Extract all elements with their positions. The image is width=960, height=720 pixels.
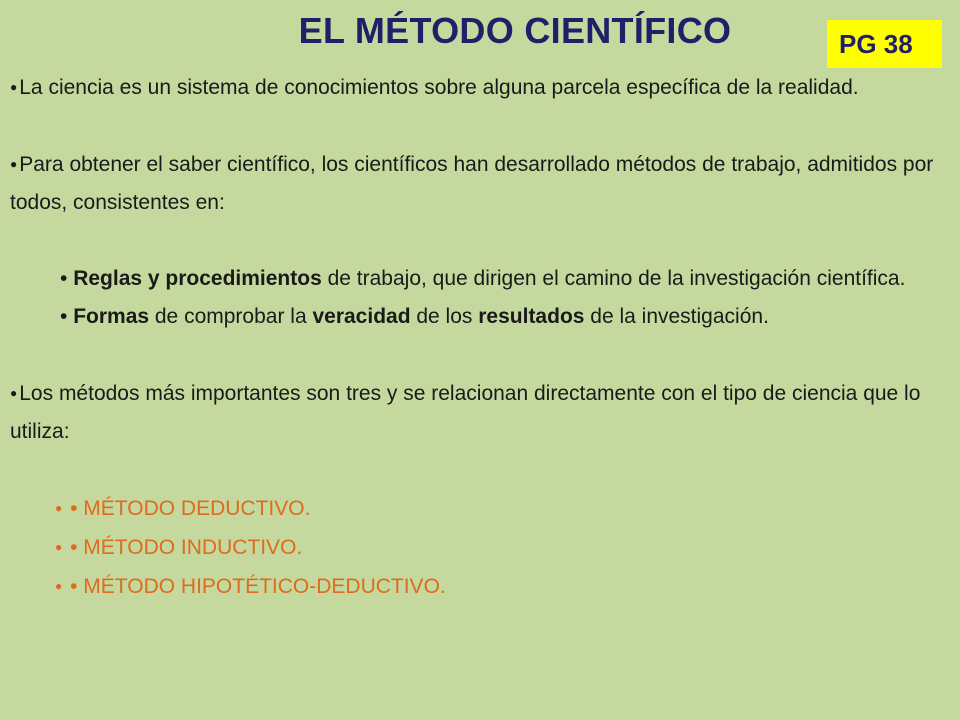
sub-item-rules: • Reglas y procedimientos de trabajo, que dirigen el camino de la investigación científica. bbox=[60, 267, 906, 290]
bold-text: Formas bbox=[73, 305, 150, 328]
paragraph-text: La ciencia es un sistema de conocimientos sobre alguna parcela específica de la realidad. bbox=[19, 76, 859, 99]
paragraph-text: Los métodos más importantes son tres y se relacionan directamente con el tipo de ciencia que lo utiliza: bbox=[10, 382, 921, 443]
method-item-inductive: ● • MÉTODO INDUCTIVO. bbox=[55, 536, 303, 559]
sub-item-text: de los bbox=[410, 305, 479, 328]
bullet-icon: ● bbox=[10, 157, 18, 171]
bullet-icon: ● bbox=[55, 540, 63, 554]
bullet-icon: ● bbox=[55, 579, 63, 593]
bullet-icon: ● bbox=[10, 80, 18, 94]
sub-item-text: de comprobar la bbox=[149, 305, 313, 328]
method-text: MÉTODO DEDUCTIVO. bbox=[83, 497, 311, 520]
bold-text: Reglas y procedimientos bbox=[73, 267, 322, 290]
method-item-hypothetico-deductive: ● • MÉTODO HIPOTÉTICO-DEDUCTIVO. bbox=[55, 575, 446, 598]
bold-text: veracidad bbox=[312, 305, 411, 328]
bullet-icon: ● bbox=[10, 386, 18, 400]
slide-content bbox=[10, 68, 945, 606]
paragraph-main-methods bbox=[10, 374, 945, 451]
method-item-deductive: ● • MÉTODO DEDUCTIVO. bbox=[55, 497, 311, 520]
page-badge: PG 38 bbox=[827, 20, 942, 68]
sub-item-text: de la investigación. bbox=[584, 305, 769, 328]
method-text: MÉTODO INDUCTIVO. bbox=[83, 536, 303, 559]
paragraph-science-definition bbox=[10, 68, 945, 107]
paragraph-text: Para obtener el saber científico, los científicos han desarrollado métodos de trabajo, admitidos por todos, consistentes en: bbox=[10, 153, 934, 214]
sub-item-forms: • Formas de comprobar la veracidad de los resultados de la investigación. bbox=[60, 305, 769, 328]
method-text: MÉTODO HIPOTÉTICO-DEDUCTIVO. bbox=[83, 575, 446, 598]
sub-item-text: de trabajo, que dirigen el camino de la investigación científica. bbox=[321, 267, 906, 290]
bold-text: resultados bbox=[478, 305, 585, 328]
bullet-icon: ● bbox=[55, 501, 63, 515]
slide-title: EL MÉTODO CIENTÍFICO bbox=[298, 10, 732, 51]
paragraph-methods-intro bbox=[10, 145, 945, 222]
